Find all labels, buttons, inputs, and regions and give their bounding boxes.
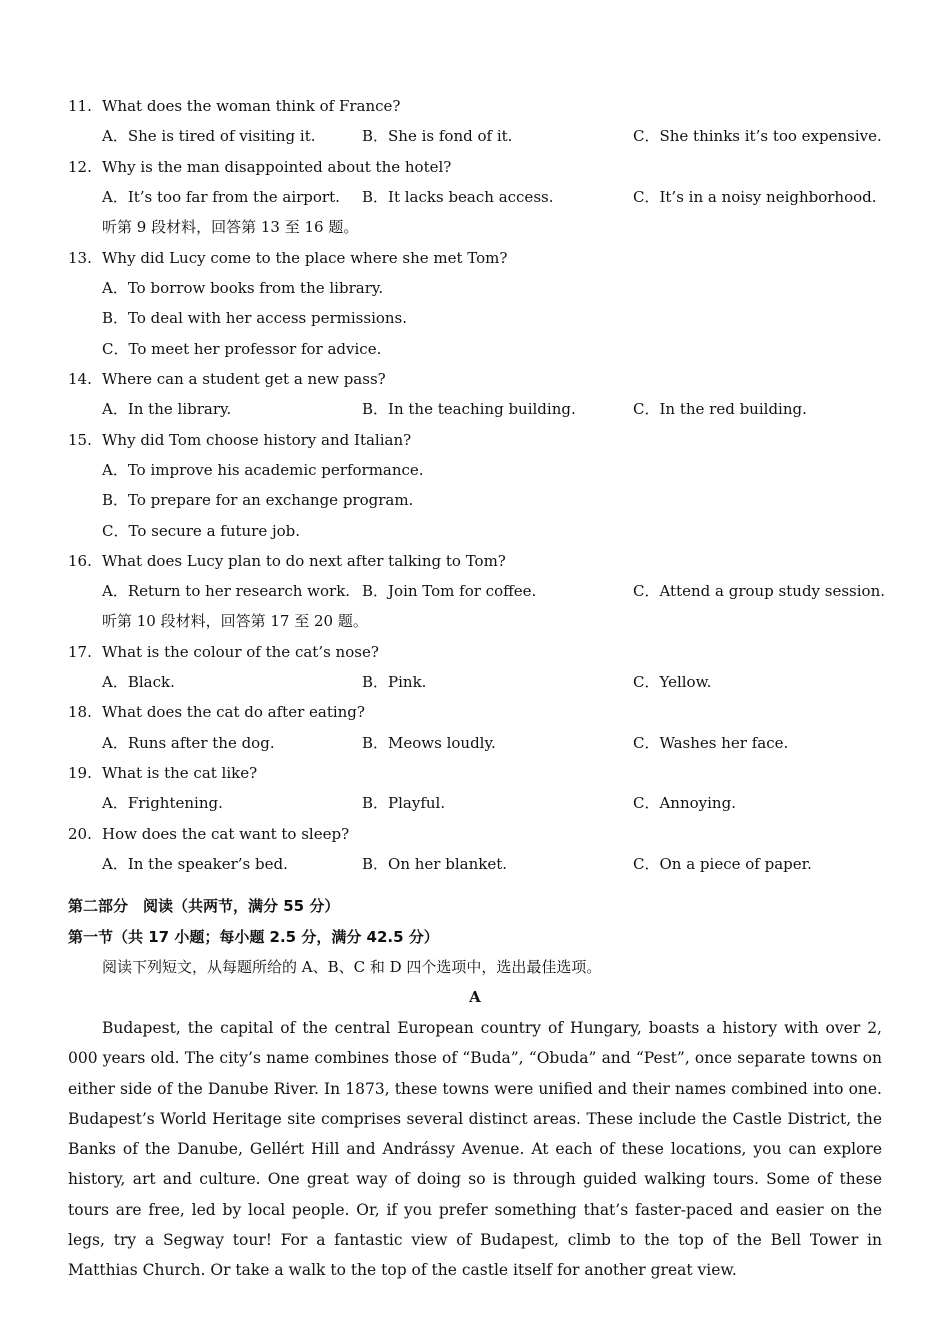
question-number: 16. [68, 552, 92, 570]
option-a: A．In the speaker’s bed. [102, 855, 288, 873]
option-a: A．Runs after the dog. [102, 734, 275, 752]
option-b: B．She is fond of it. [362, 127, 513, 145]
question-text: What does the cat do after eating? [102, 703, 365, 721]
question-text: Where can a student get a new pass? [102, 370, 386, 388]
question-text: Why did Tom choose history and Italian? [102, 431, 412, 449]
question-text: What does the woman think of France? [102, 97, 401, 115]
question-number: 18. [68, 703, 92, 721]
option-a: A．In the library. [102, 400, 232, 418]
question-text: What does Lucy plan to do next after talking to Tom? [102, 552, 506, 570]
question-number: 17. [68, 643, 92, 661]
option-b: B．Join Tom for coffee. [362, 582, 537, 600]
question-13 [0, 246, 950, 270]
option-c: C．It’s in a noisy neighborhood. [633, 188, 877, 206]
question-11 [0, 94, 950, 118]
question-19 [0, 761, 950, 785]
question-15 [0, 428, 950, 452]
passage-title-line [0, 985, 950, 1009]
question-11-options [0, 124, 950, 148]
option-b: B．On her blanket. [362, 855, 507, 873]
question-13-option-b [0, 306, 950, 330]
question-number: 15. [68, 431, 92, 449]
option-a: A．She is tired of visiting it. [102, 127, 316, 145]
question-12 [0, 155, 950, 179]
question-text: What is the colour of the cat’s nose? [102, 643, 379, 661]
question-18-options [0, 731, 950, 755]
section-one-heading: 第一节（共 17 小题；每小题 2.5 分，满分 42.5 分） [68, 928, 439, 946]
question-12-options [0, 185, 950, 209]
part-two-heading-line [0, 894, 950, 918]
option-c: C．On a piece of paper. [633, 855, 812, 873]
question-20-options [0, 852, 950, 876]
listening-instruction-10: 听第 10 段材料，回答第 17 至 20 题。 [102, 612, 368, 630]
option-b: B．To prepare for an exchange program. [102, 491, 414, 509]
option-c: C．Attend a group study session. [633, 582, 886, 600]
question-20 [0, 822, 950, 846]
question-number: 19. [68, 764, 92, 782]
option-c: C．Yellow. [633, 673, 712, 691]
passage-title: A [469, 988, 481, 1006]
option-a: A．Return to her research work. [102, 582, 351, 600]
question-16-options [0, 579, 950, 603]
question-16 [0, 549, 950, 573]
part-two-heading: 第二部分 阅读（共两节，满分 55 分） [68, 897, 340, 915]
question-number: 12. [68, 158, 92, 176]
question-text: What is the cat like? [102, 764, 258, 782]
question-number: 20. [68, 825, 92, 843]
reading-instruction-line [0, 955, 950, 979]
option-a: A．It’s too far from the airport. [102, 188, 340, 206]
question-13-option-c [0, 337, 950, 361]
question-15-option-a [0, 458, 950, 482]
question-15-option-b [0, 488, 950, 512]
option-a: A．To borrow books from the library. [102, 279, 384, 297]
option-c: C．To meet her professor for advice. [102, 340, 382, 358]
passage-a-text: Budapest, the capital of the central European country of Hungary, boasts a history with over 2, 000 years old. The city’s name combines those of “Buda”, “Obuda” and “Pest”, once separate towns on either side of the Danube River. In 1873, these towns were unified and their names combined into one. Budapest’s World Heritage site comprises several distinct areas. These include the Castle District, the Banks of the Danube, Gellért Hill and Andrássy Avenue. At each of these locations, you can explore history, art and culture. One great way of doing so is through guided walking tours. Some of these tours are free, led by local people. Or, if you prefer something that’s faster-paced and easier on the legs, try a Segway tour! For a fantastic view of Budapest, climb to the top of the Bell Tower in Matthias Church. Or take a walk to the top of the castle itself for another great view. [68, 1019, 882, 1280]
option-c: C．She thinks it’s too expensive. [633, 127, 882, 145]
option-b: B．Pink. [362, 673, 427, 691]
reading-instruction: 阅读下列短文，从每题所给的 A、B、C 和 D 四个选项中，选出最佳选项。 [102, 958, 602, 976]
question-13-option-a [0, 276, 950, 300]
question-18 [0, 700, 950, 724]
listening-instruction-9: 听第 9 段材料，回答第 13 至 16 题。 [102, 218, 359, 236]
section-one-heading-line [0, 925, 950, 949]
option-b: B．It lacks beach access. [362, 188, 554, 206]
question-text: Why did Lucy come to the place where she met Tom? [102, 249, 508, 267]
question-number: 11. [68, 97, 92, 115]
question-14 [0, 367, 950, 391]
question-text: Why is the man disappointed about the hotel? [102, 158, 452, 176]
question-17-options [0, 670, 950, 694]
question-text: How does the cat want to sleep? [102, 825, 350, 843]
option-b: B．To deal with her access permissions. [102, 309, 408, 327]
option-b: B．Meows loudly. [362, 734, 496, 752]
question-17 [0, 640, 950, 664]
question-14-options [0, 397, 950, 421]
option-b: B．In the teaching building. [362, 400, 576, 418]
question-number: 13. [68, 249, 92, 267]
question-19-options [0, 791, 950, 815]
option-b: B．Playful. [362, 794, 446, 812]
option-c: C．To secure a future job. [102, 522, 301, 540]
option-c: C．In the red building. [633, 400, 807, 418]
question-15-option-c [0, 519, 950, 543]
question-number: 14. [68, 370, 92, 388]
option-a: A．Frightening. [102, 794, 223, 812]
option-c: C．Washes her face. [633, 734, 789, 752]
option-a: A．To improve his academic performance. [102, 461, 424, 479]
option-c: C．Annoying. [633, 794, 736, 812]
option-a: A．Black. [102, 673, 175, 691]
